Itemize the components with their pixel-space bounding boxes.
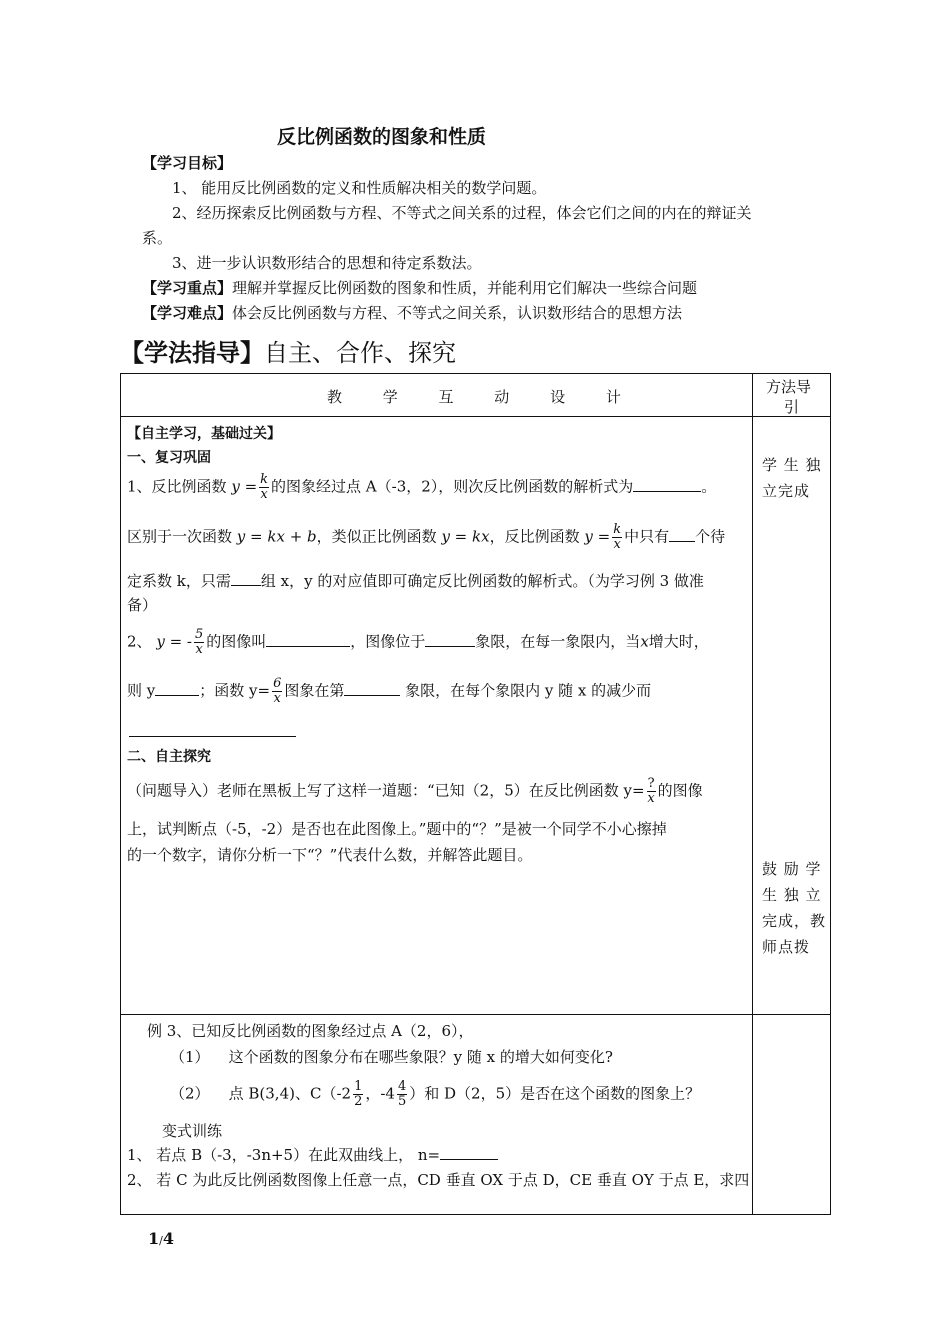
answer-blank-8[interactable] [129, 736, 296, 737]
question-1-line-3: 定系数 k，只需 组 x，y 的对应值即可确定反比例函数的解析式。（为学习例 3 做准 [127, 572, 704, 590]
table-header-side-1: 方法导 [766, 378, 812, 396]
difficulty [142, 302, 682, 323]
fraction-question-over-x: $\frac{?}{x}$ [647, 776, 655, 806]
fraction-1-over-2: $\frac{1}{2}$ [354, 1079, 363, 1109]
example-3-q1: （1） 这个函数的图象分布在哪些象限？y 随 x 的增大如何变化? [170, 1048, 613, 1066]
difficulty-label: 【学习难点】 [142, 304, 233, 322]
answer-blank-1[interactable] [633, 477, 701, 492]
explore-line-3: 的一个数字，请你分析一下“？”代表什么数，并解答此题目。 [127, 846, 533, 864]
question-2-line-1: 2、 y = - $\frac{5}{x}$ 的图像叫 ，图像位于 象限，在每一象限内，当x增大时， [127, 627, 709, 657]
fraction-6-over-x: $\frac{6}{x}$ [273, 676, 282, 706]
answer-blank-3[interactable] [231, 571, 261, 586]
question-1-line-4: 备） [127, 596, 158, 614]
goals-heading: 【学习目标】 [142, 154, 233, 172]
explore-line-2: 上，试判断点（-5，-2）是否也在此图像上。”题中的“？”是被一个同学不小心擦掉 [127, 820, 667, 838]
answer-blank-4[interactable] [266, 632, 350, 647]
table-bottom-border [120, 1214, 831, 1215]
method-guide-text: 自主、合作、探究 [264, 339, 456, 367]
fraction-k-over-x: $\frac{k}{x}$ [260, 472, 269, 502]
question-2-line-2: 则 y ；函数 y= $\frac{6}{x}$ 图象在第 象限，在每个象限内 y 随 x 的减少而 [127, 676, 652, 706]
side-note-2: 鼓 励 学 生 独 立 完成，教 师点拨 [762, 860, 827, 956]
goal-item-3: 3、进一步认识数形结合的思想和待定系数法。 [172, 254, 482, 272]
fraction-k-over-x-2: $\frac{k}{x}$ [613, 522, 622, 552]
goal-item-1: 1、 能用反比例函数的定义和性质解决相关的数学问题。 [172, 179, 547, 197]
fraction-4-over-5: $\frac{4}{5}$ [397, 1079, 407, 1109]
key-point-label: 【学习重点】 [142, 279, 233, 297]
side-note-1: 学 生 独 立完成 [762, 456, 822, 500]
table-row-divider [120, 1014, 831, 1015]
review-heading: 一、复习巩固 [127, 450, 211, 466]
key-point-text: 理解并掌握反比例函数的图象和性质，并能利用它们解决一些综合问题 [232, 279, 698, 297]
difficulty-text: 体会反比例函数与方程、不等式之间关系，认识数形结合的思想方法 [232, 304, 683, 322]
goal-item-2-cont: 系。 [142, 229, 173, 247]
answer-blank-7[interactable] [344, 681, 400, 696]
question-1-line-2: 区别于一次函数 y = kx + b，类似正比例函数 y = kx，反比例函数 y = $\frac{k}{x}$ 中只有 个待 [127, 522, 726, 552]
variant-heading: 变式训练 [162, 1122, 223, 1140]
method-guide-label: 【学法指导】 [120, 339, 264, 367]
key-point [142, 277, 697, 298]
page-number: 1/4 [148, 1229, 174, 1248]
table-col-divider [752, 373, 753, 1215]
explore-heading: 二、自主探究 [127, 749, 211, 765]
variant-2: 2、 若 C 为此反比例函数图像上任意一点，CD 垂直 OX 于点 D，CE 垂直 OY 于点 E，求四 [127, 1171, 750, 1189]
answer-blank-6[interactable] [155, 681, 199, 696]
question-1-line-1: 1、反比例函数 y = $\frac{k}{x}$ 的图象经过点 A（-3，2），则次反比例函数的解析式为 。 [127, 472, 717, 502]
table-top-border [120, 373, 831, 374]
self-study-heading: 【自主学习，基础过关】 [127, 426, 281, 442]
goal-item-2: 2、经历探索反比例函数与方程、不等式之间关系的过程，体会它们之间的内在的辩证关 [172, 204, 752, 222]
answer-blank-2[interactable] [669, 527, 695, 542]
example-3-q2: （2） 点 B(3,4)、C（-2 $\frac{1}{2}$ ，-4 $\frac{4}{5}$ ）和 D（2，5）是否在这个函数的图象上？ [170, 1079, 701, 1109]
method-guide [120, 333, 456, 368]
table-header-divider [120, 416, 831, 417]
table-header-side-2: 引 [784, 398, 800, 416]
page-title: 反比例函数的图象和性质 [277, 126, 487, 148]
example-3-heading: 例 3、已知反比例函数的图象经过点 A（2，6）， [147, 1022, 474, 1040]
variant-1: 1、 若点 B（-3，-3n+5）在此双曲线上， n= [127, 1144, 498, 1165]
explore-line-1: （问题导入）老师在黑板上写了这样一道题：“已知（2，5）在反比例函数 y= $\frac{?}{x}$ 的图像 [127, 776, 703, 806]
fraction-5-over-x: $\frac{5}{x}$ [194, 627, 204, 657]
table-right-border [830, 373, 831, 1215]
table-left-border [120, 373, 121, 1215]
table-header-main: 教 学 互 动 设 计 [327, 388, 639, 406]
answer-blank-n[interactable] [440, 1145, 498, 1160]
answer-blank-5[interactable] [425, 632, 475, 647]
